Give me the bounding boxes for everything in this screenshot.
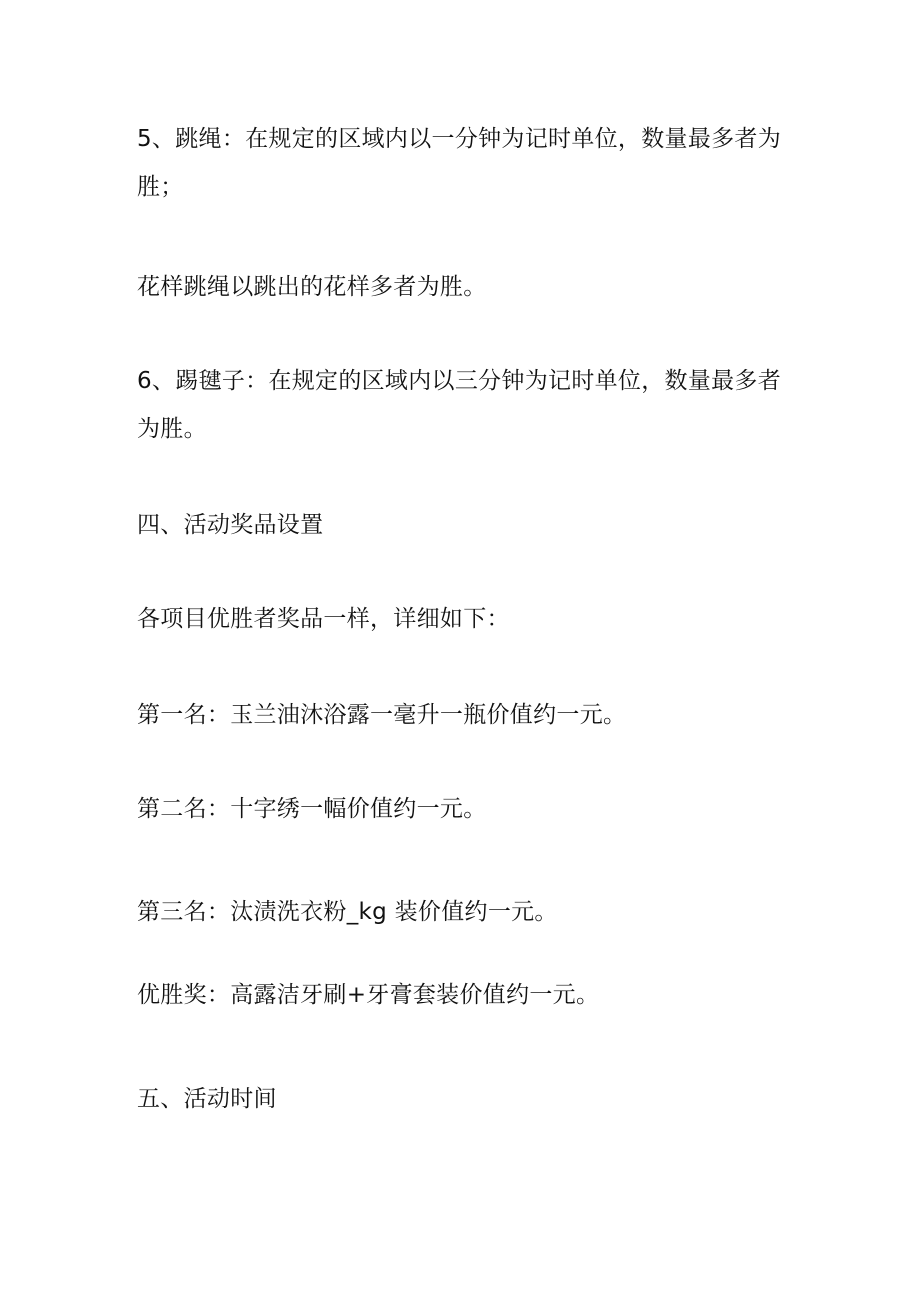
prize-third-place: 第三名：汰渍洗衣粉_kg 装价值约一元。 [137,899,558,925]
prize-excellence-award: 优胜奖：高露洁牙刷+牙膏套装价值约一元。 [137,982,600,1008]
prize-second-place: 第二名：十字绣一幅价值约一元。 [137,796,487,822]
rule-shuttlecock-kicking: 6、踢毽子：在规定的区域内以三分钟为记时单位，数量最多者为胜。 [137,368,782,442]
section-heading-time: 五、活动时间 [137,1086,277,1112]
rule-fancy-rope-skipping: 花样跳绳以跳出的花样多者为胜。 [137,274,487,300]
section-heading-prizes: 四、活动奖品设置 [137,512,324,538]
prize-first-place: 第一名：玉兰油沐浴露一毫升一瓶价值约一元。 [137,702,627,728]
rule-rope-skipping: 5、跳绳：在规定的区域内以一分钟为记时单位，数量最多者为胜； [137,126,782,200]
prizes-intro: 各项目优胜者奖品一样，详细如下： [137,606,510,632]
